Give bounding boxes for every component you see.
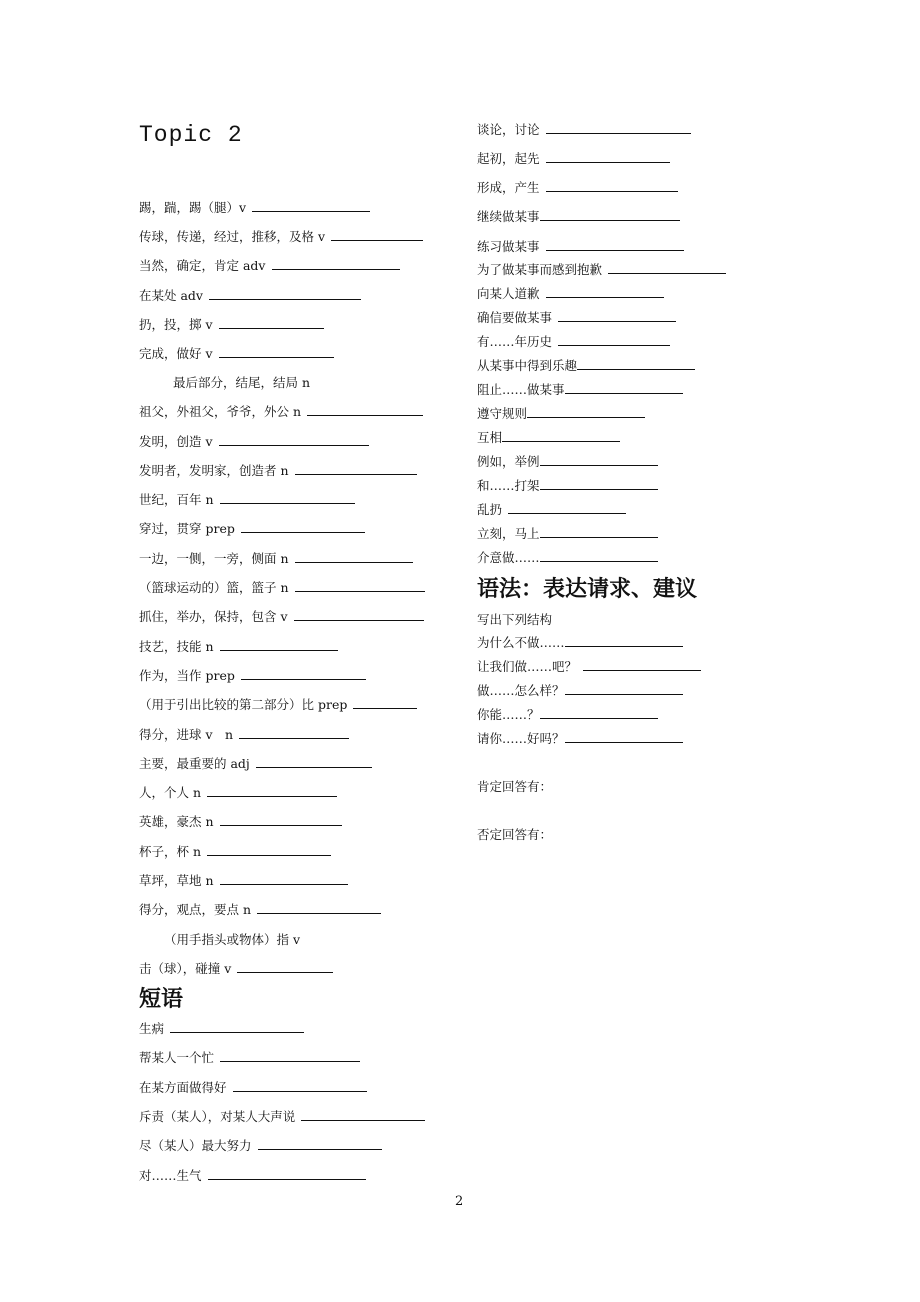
vocab-item	[139, 404, 423, 420]
vocab-item	[139, 521, 365, 537]
answer-blank[interactable]	[241, 521, 365, 533]
item-label: 和……打架	[477, 478, 540, 493]
vocab-item	[139, 639, 338, 655]
answer-blank[interactable]	[546, 122, 691, 134]
vocab-item	[139, 229, 423, 245]
vocab-item	[139, 288, 361, 304]
item-label: 练习做某事	[477, 239, 540, 254]
answer-blank[interactable]	[252, 200, 370, 212]
answer-blank[interactable]	[558, 310, 676, 322]
vocab-item	[139, 551, 413, 567]
answer-blank[interactable]	[209, 288, 361, 300]
answer-blank[interactable]	[565, 731, 683, 743]
phrase-item	[477, 454, 658, 470]
answer-blank[interactable]	[219, 317, 324, 329]
vocab-item	[139, 873, 348, 889]
vocab-item	[139, 375, 310, 391]
vocab-item	[139, 727, 349, 743]
item-label: 为了做某事而感到抱歉	[477, 262, 603, 277]
phrases-heading: 短语	[139, 987, 184, 1012]
positive-answers-label: 肯定回答有：	[477, 779, 553, 794]
item-label: 起初，起先	[477, 151, 540, 166]
answer-blank[interactable]	[540, 526, 658, 538]
item-label: 你能……？	[477, 707, 540, 722]
item-label: （用于引出比较的第二部分）比 prep	[139, 697, 348, 712]
item-label: 完成，做好 v	[139, 346, 213, 361]
answer-blank[interactable]	[295, 551, 413, 563]
item-label: 尽（某人）最大努力	[139, 1138, 252, 1153]
phrase-item	[139, 1021, 304, 1037]
phrase-item	[477, 382, 683, 398]
answer-blank[interactable]	[540, 550, 658, 562]
answer-blank[interactable]	[256, 756, 372, 768]
phrase-item	[477, 406, 645, 422]
answer-blank[interactable]	[540, 707, 658, 719]
item-label: 作为，当作 prep	[139, 668, 235, 683]
vocab-item	[139, 844, 331, 860]
answer-blank[interactable]	[583, 659, 701, 671]
phrase-item	[477, 358, 695, 374]
item-label: 对……生气	[139, 1168, 202, 1183]
answer-blank[interactable]	[170, 1021, 304, 1033]
answer-blank[interactable]	[295, 580, 425, 592]
answer-blank[interactable]	[540, 478, 658, 490]
item-label: 为什么不做……	[477, 635, 565, 650]
item-label: 最后部分，结尾，结局 n	[173, 375, 311, 390]
item-label: （用手指头或物体）指 v	[164, 932, 301, 947]
answer-blank[interactable]	[257, 902, 381, 914]
item-label: 从某事中得到乐趣	[477, 358, 578, 373]
answer-blank[interactable]	[558, 334, 670, 346]
item-label: 杯子，杯 n	[139, 844, 202, 859]
vocab-item	[139, 814, 342, 830]
item-label: 介意做……	[477, 550, 540, 565]
item-label: 例如，举例	[477, 454, 540, 469]
answer-blank[interactable]	[220, 492, 355, 504]
phrase-item	[477, 334, 670, 350]
item-label: 发明者，发明家，创造者 n	[139, 463, 289, 478]
vocab-item	[139, 580, 425, 596]
vocab-item	[139, 434, 369, 450]
answer-blank[interactable]	[527, 406, 645, 418]
item-label: 做……怎么样？	[477, 683, 565, 698]
vocab-item	[139, 346, 334, 362]
grammar-item	[477, 635, 683, 651]
answer-blank[interactable]	[220, 873, 348, 885]
answer-blank[interactable]	[208, 1168, 366, 1180]
answer-blank[interactable]	[294, 609, 424, 621]
item-label: 阻止……做某事	[477, 382, 565, 397]
phrase-item	[139, 1138, 382, 1154]
item-label: 踢，踹，踢（腿）v	[139, 200, 247, 215]
answer-blank[interactable]	[540, 454, 658, 466]
item-label: 斥责（某人），对某人大声说	[139, 1109, 296, 1124]
vocab-item	[139, 785, 337, 801]
answer-blank[interactable]	[220, 1050, 360, 1062]
answer-blank[interactable]	[241, 668, 366, 680]
vocab-item	[139, 258, 400, 274]
item-label: 让我们做……吧？	[477, 659, 578, 674]
item-label: 草坪，草地 n	[139, 873, 214, 888]
phrase-item	[477, 502, 626, 518]
vocab-item	[139, 961, 333, 977]
answer-blank[interactable]	[301, 1109, 425, 1121]
item-label: 遵守规则	[477, 406, 528, 421]
answer-blank[interactable]	[546, 286, 664, 298]
vocab-item	[139, 200, 370, 216]
answer-blank[interactable]	[233, 1080, 367, 1092]
item-label: 发明，创造 v	[139, 434, 213, 449]
vocab-item	[139, 756, 372, 772]
vocab-item	[139, 463, 417, 479]
item-label: 乱扔	[477, 502, 503, 517]
answer-blank[interactable]	[565, 683, 683, 695]
vocab-item	[139, 609, 424, 625]
phrase-item	[139, 1109, 425, 1125]
phrase-item	[477, 122, 691, 138]
answer-blank[interactable]	[546, 151, 670, 163]
answer-blank[interactable]	[207, 785, 337, 797]
item-label: 立刻，马上	[477, 526, 540, 541]
item-label: 得分，观点，要点 n	[139, 902, 252, 917]
phrase-item	[477, 478, 658, 494]
negative-answers-label: 否定回答有：	[477, 827, 553, 842]
item-label: 得分，进球 v n	[139, 727, 234, 742]
item-label: 互相	[477, 430, 503, 445]
grammar-item	[477, 731, 683, 747]
phrase-item	[477, 526, 658, 542]
item-label: 在某处 adv	[139, 288, 203, 303]
answer-blank[interactable]	[258, 1138, 382, 1150]
item-label: 请你……好吗？	[477, 731, 565, 746]
item-label: 形成，产生	[477, 180, 540, 195]
item-label: 当然，确定，肯定 adv	[139, 258, 266, 273]
vocab-item	[139, 317, 324, 333]
answer-blank[interactable]	[546, 180, 678, 192]
grammar-item	[477, 707, 658, 723]
answer-blank[interactable]	[540, 209, 680, 221]
answer-blank[interactable]	[508, 502, 626, 514]
answer-blank[interactable]	[307, 404, 423, 416]
answer-blank[interactable]	[331, 229, 423, 241]
item-label: 确信要做某事	[477, 310, 553, 325]
phrase-item	[477, 209, 680, 225]
phrase-item	[477, 550, 658, 566]
answer-blank[interactable]	[237, 961, 333, 973]
vocab-item	[139, 492, 355, 508]
page-title: Topic 2	[139, 122, 243, 148]
answer-blank[interactable]	[565, 635, 683, 647]
item-label: 祖父，外祖父，爷爷，外公 n	[139, 404, 302, 419]
phrase-item	[477, 180, 678, 196]
grammar-item	[477, 659, 701, 675]
grammar-item	[477, 683, 683, 699]
vocab-item	[139, 697, 417, 713]
item-label: 在某方面做得好	[139, 1080, 227, 1095]
item-label: 向某人道歉	[477, 286, 540, 301]
item-label: （篮球运动的）篮，篮子 n	[139, 580, 289, 595]
phrase-item	[477, 151, 670, 167]
answer-blank[interactable]	[207, 844, 331, 856]
answer-blank[interactable]	[353, 697, 417, 709]
item-label: 主要，最重要的 adj	[139, 756, 250, 771]
item-label: 生病	[139, 1021, 165, 1036]
item-label: 击（球），碰撞 v	[139, 961, 232, 976]
item-label: 技艺，技能 n	[139, 639, 214, 654]
answer-blank[interactable]	[577, 358, 695, 370]
answer-blank[interactable]	[239, 727, 349, 739]
phrase-item	[477, 310, 676, 326]
item-label: 一边，一侧，一旁，侧面 n	[139, 551, 289, 566]
vocab-item	[139, 668, 366, 684]
answer-blank[interactable]	[219, 434, 369, 446]
page-number: 2	[455, 1194, 464, 1209]
item-label: 传球，传递，经过，推移，及格 v	[139, 229, 326, 244]
phrase-item	[477, 286, 664, 302]
phrase-item	[477, 262, 726, 278]
answer-blank[interactable]	[565, 382, 683, 394]
item-label: 英雄，豪杰 n	[139, 814, 214, 829]
answer-blank[interactable]	[295, 463, 417, 475]
answer-blank[interactable]	[220, 814, 342, 826]
item-label: 世纪，百年 n	[139, 492, 214, 507]
answer-blank[interactable]	[608, 262, 726, 274]
phrase-item	[139, 1168, 366, 1184]
vocab-item	[139, 902, 381, 918]
phrase-item	[477, 430, 620, 446]
item-label: 扔，投，掷 v	[139, 317, 213, 332]
item-label: 谈论，讨论	[477, 122, 540, 137]
item-label: 有……年历史	[477, 334, 553, 349]
grammar-intro: 写出下列结构	[477, 612, 553, 627]
item-label: 穿过，贯穿 prep	[139, 521, 235, 536]
answer-blank[interactable]	[272, 258, 400, 270]
answer-blank[interactable]	[502, 430, 620, 442]
answer-blank[interactable]	[220, 639, 338, 651]
phrase-item	[139, 1080, 367, 1096]
item-label: 人，个人 n	[139, 785, 202, 800]
item-label: 抓住，举办，保持，包含 v	[139, 609, 288, 624]
phrase-item	[477, 239, 684, 255]
answer-blank[interactable]	[219, 346, 334, 358]
item-label: 帮某人一个忙	[139, 1050, 215, 1065]
item-label: 继续做某事	[477, 209, 540, 224]
vocab-item	[139, 932, 300, 948]
grammar-heading: 语法：表达请求、建议	[477, 577, 698, 602]
phrase-item	[139, 1050, 360, 1066]
answer-blank[interactable]	[546, 239, 684, 251]
